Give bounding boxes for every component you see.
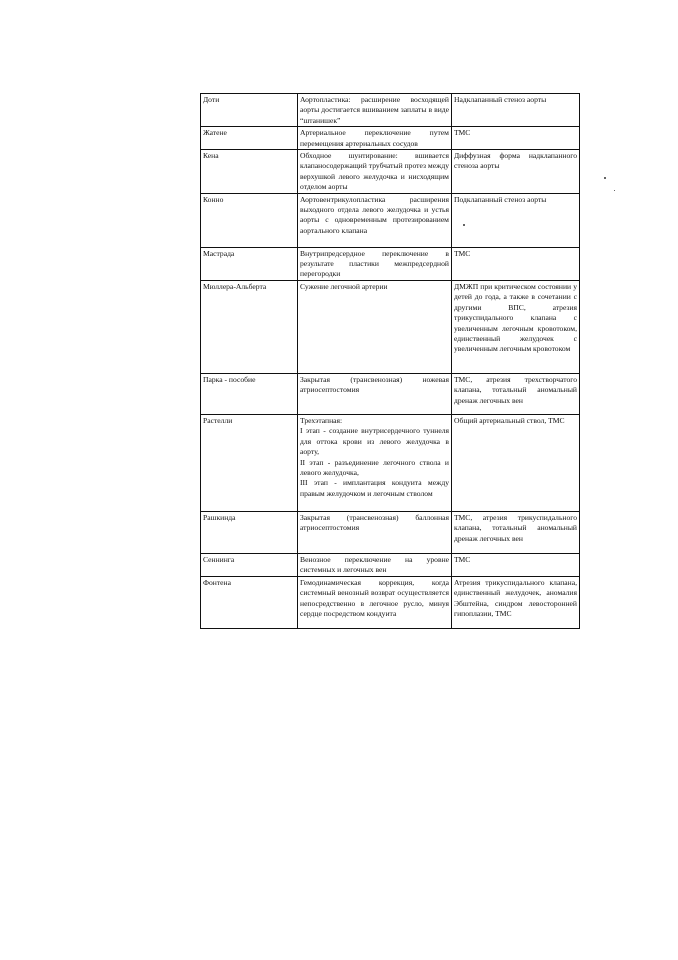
surgery-name: Кена xyxy=(201,150,298,194)
surgery-description: Закрытая (трансвенозная) ножевая атриосептостомия xyxy=(298,373,452,414)
table-row xyxy=(201,150,580,194)
surgery-description: Обходное шунтирование: вшивается клапаносодержащий трубчатый протез между верхушкой левого желудочка и нисходящим отделом аорты xyxy=(298,150,452,194)
stage-line: III этап - имплантация кондуита между правым желудочком и легочным стволом xyxy=(300,478,449,498)
surgery-name: Растелли xyxy=(201,414,298,511)
surgery-indication-text: Подклапанный стеноз аорты xyxy=(454,194,547,204)
surgery-indication: ТМС xyxy=(452,553,580,576)
table-row xyxy=(201,127,580,150)
surgery-indication: ТМС xyxy=(452,247,580,280)
surgery-name: Рашкинда xyxy=(201,511,298,553)
surgery-name: Доти xyxy=(201,94,298,127)
surgery-description: Закрытая (трансвенозная) баллонная атриосептостомия xyxy=(298,511,452,553)
table-row xyxy=(201,373,580,414)
surgery-name: Конно xyxy=(201,193,298,247)
surgery-description: Внутрипредсердное переключение в результате пластики межпредсердной перегородки xyxy=(298,247,452,280)
surgery-indication: ДМЖП при критическом состоянии у детей до года, а также в сочетании с другими ВПС, атрезия трикуспидального клапана с увеличенным легочным кровотоком, единственный желудочек с увеличенным легочным кровотоком xyxy=(452,280,580,373)
surgery-description: Артериальное переключение путем перемещения артериальных сосудов xyxy=(298,127,452,150)
table-row xyxy=(201,94,580,127)
surgery-name: Жатене xyxy=(201,127,298,150)
table-row xyxy=(201,280,580,373)
surgery-name: Мастрада xyxy=(201,247,298,280)
table-row xyxy=(201,511,580,553)
surgery-description: Аортовентрикулопластика расширения выходного отдела левого желудочка и устья аорты с одновременным протезированием аортального клапана xyxy=(298,193,452,247)
table-row xyxy=(201,553,580,576)
scan-speck xyxy=(614,190,615,191)
table-row xyxy=(201,193,580,247)
surgery-indication: Атрезия трикуспидального клапана, единственный желудочек, аномалия Эбштейна, синдром левосторонней гипоплазии, ТМС xyxy=(452,576,580,628)
table-row xyxy=(201,414,580,511)
surgery-indication: ТМС xyxy=(452,127,580,150)
table-row xyxy=(201,247,580,280)
surgery-indication: Надклапанный стеноз аорты xyxy=(452,94,580,127)
table-row xyxy=(201,576,580,628)
surgery-name: Мюллера-Альберта xyxy=(201,280,298,373)
surgery-name: Сеннинга xyxy=(201,553,298,576)
surgery-indication: ТМС, атрезия трехстворчатого клапана, тотальный аномальный дренаж легочных вен xyxy=(452,373,580,414)
surgery-description: Аортопластика: расширение восходящей аорты достигается вшиванием заплаты в виде “штанишек” xyxy=(298,94,452,127)
surgery-name: Парка - пособие xyxy=(201,373,298,414)
surgery-description: Венозное переключение на уровне системных и легочных вен xyxy=(298,553,452,576)
stage-line: I этап - создание внутрисердечного туннеля для оттока крови из левого желудочка в аорту, xyxy=(300,426,449,457)
scan-speck xyxy=(463,224,465,226)
scan-speck xyxy=(604,177,606,179)
surgery-table xyxy=(200,93,580,629)
surgery-indication xyxy=(452,193,580,247)
surgery-description: Гемодинамическая коррекция, когда системный венозный возврат осуществляется непосредственно в легочное русло, минуя сердце посредством кондуита xyxy=(298,576,452,628)
surgery-indication: Диффузная форма надклапанного стеноза аорты xyxy=(452,150,580,194)
surgery-name: Фонтена xyxy=(201,576,298,628)
surgery-indication: Общий артериальный ствол, ТМС xyxy=(452,414,580,511)
surgery-description: Сужение легочной артерии xyxy=(298,280,452,373)
surgery-description xyxy=(298,414,452,511)
stage-line: II этап - разъединение легочного ствола и левого желудочка, xyxy=(300,457,449,477)
surgery-indication: ТМС, атрезия трикуспидального клапана, тотальный аномальный дренаж легочных вен xyxy=(452,511,580,553)
stage-line: Трехэтапная: xyxy=(300,415,343,425)
